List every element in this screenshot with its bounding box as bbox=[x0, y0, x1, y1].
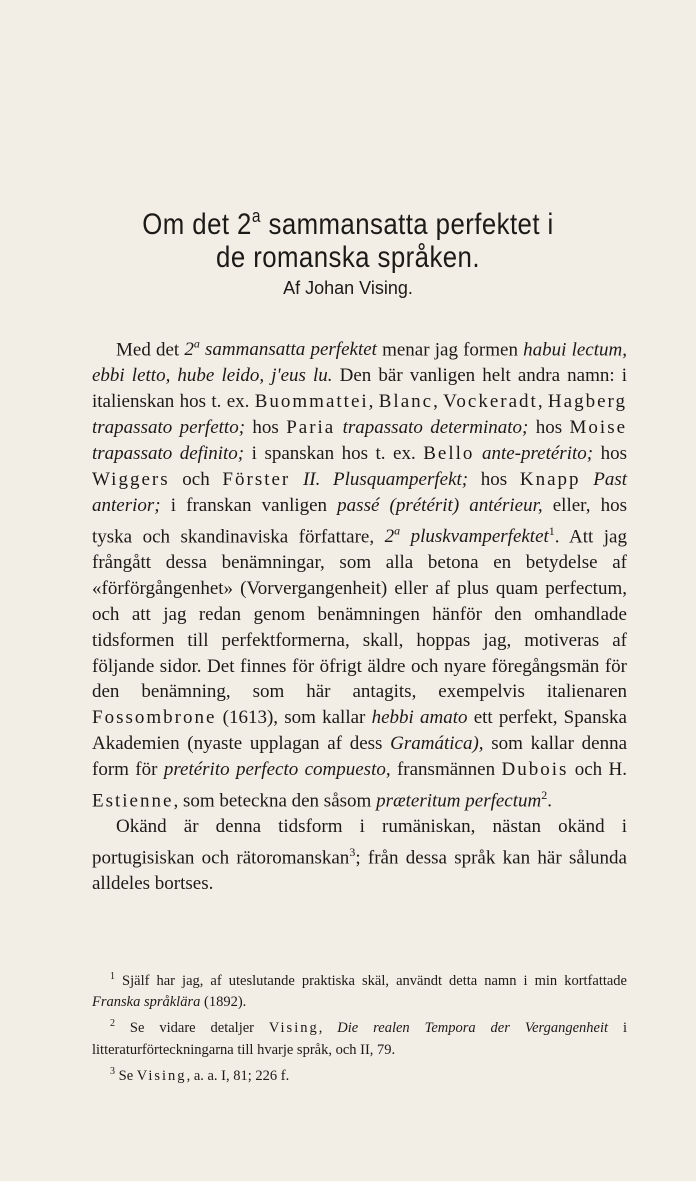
page-title-line-1: Om det 2$^a$ sammansatta perfektet i bbox=[142, 206, 554, 241]
footnote-3: $^3$ Se Vising, a. a. I, 81; 226 f. bbox=[110, 1065, 290, 1084]
footnote-2: $^2$ Se vidare detaljer Vising, Die realen Tempora der Vergangenheit i litteraturförteckningarna till hvarje språk, och II, 79. bbox=[92, 1018, 628, 1058]
main-text bbox=[92, 332, 627, 897]
author-line: Af Johan Vising. bbox=[283, 278, 413, 298]
paragraph-2: Okänd är denna tidsform i rumäniskan, nästan okänd i portugisiskan och rätoromanskan$^3$; från dessa språk kan här sålunda alldeles bortses. bbox=[92, 816, 627, 895]
footnote-1: $^1$ Själf har jag, af uteslutande praktiska skäl, användt detta namn i min kortfattade Franska språklära (1892). bbox=[92, 971, 627, 1011]
footnotes bbox=[92, 966, 627, 1087]
paragraph-1: Med det 2$^a$ sammansatta perfektet menar jag formen habui lectum, ebbi letto, hube leido, j'eus lu. Den bär vanligen helt andra namn: i italienskan hos t. ex. Buommattei, Blanc, Vockeradt, Hagberg trapassato perfetto; hos Paria trapassato determinato; hos Moise trapassato definito; i spanskan hos t. ex. Bello ante-pretérito; hos Wiggers och Förster II. Plusquamperfekt; hos Knapp Past anterior; i franskan vanligen passé (prétérit) antérieur, eller, hos tyska och skandinaviska författare, 2$^a$ pluskvamperfektet$^1$. Att jag frångått dessa benämningar, som alla betona en betydelse af «förförgångenhet» (Vorvergangenheit) eller af plus quam perfectum, och att jag redan genom benämningen hänför den omhandlade tidsformen till perfektformerna, skall, hoppas jag, motiveras af följande sidor. Det finnes för öfrigt äldre och nyare föregångsmän för den benämning, som här antagits, exempelvis italienaren Fossombrone (1613), som kallar hebbi amato ett perfekt, Spanska Akademien (nyaste upplagan af dess Gramática), som kallar denna form för pretérito perfecto compuesto, fransmännen Dubois och H. Estienne, som beteckna den såsom præteritum perfectum$^2$. bbox=[92, 337, 628, 812]
page-title-line-2: de romanska språken. bbox=[216, 241, 480, 274]
